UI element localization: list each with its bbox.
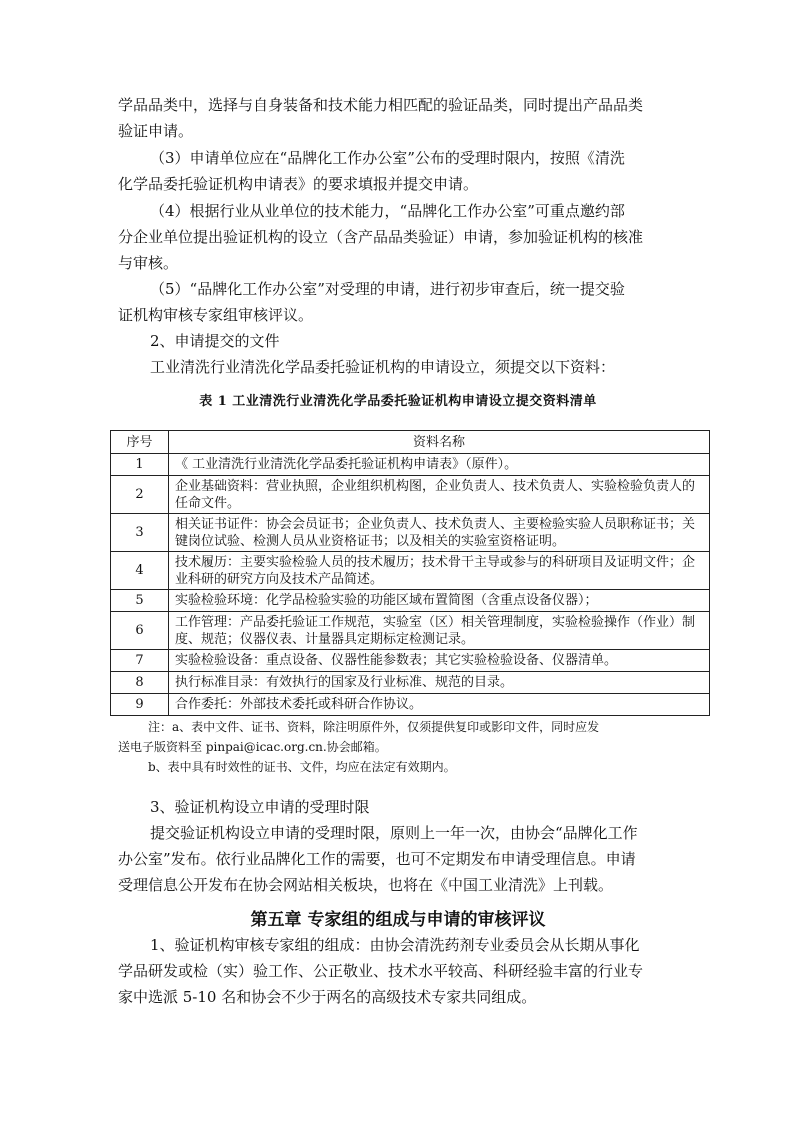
row-number: 6 (111, 612, 169, 650)
table-row (111, 590, 710, 612)
row-number: 7 (111, 650, 169, 672)
table-row (111, 694, 710, 716)
paragraph-line: 与审核。 (118, 254, 179, 272)
row-number: 2 (111, 476, 169, 514)
row-number: 5 (111, 590, 169, 612)
table-caption: 表 1 工业清洗行业清洗化学品委托验证机构申请设立提交资料清单 (199, 394, 597, 409)
paragraph-line: 家中选派 5-10 名和协会不少于两名的高级技术专家共同组成。 (118, 988, 537, 1006)
row-text: 技术履历：主要实验检验人员的技术履历；技术骨干主导或参与的科研项目及证明文件；企业科研的研究方向及技术产品简述。 (169, 552, 710, 590)
paragraph-line: （4）根据行业从业单位的技术能力，“品牌化工作办公室”可重点邀约部 (150, 202, 625, 220)
table-row (111, 650, 710, 672)
table-row (111, 476, 710, 514)
paragraph-line: 受理信息公开发布在协会网站相关板块，也将在《中国工业清洗》上刊载。 (118, 876, 614, 894)
row-text: 执行标准目录：有效执行的国家及行业标准、规范的目录。 (169, 672, 710, 694)
table-row (111, 612, 710, 650)
paragraph-line: 提交验证机构设立申请的受理时限，原则上一年一次，由协会“品牌化工作 (150, 824, 638, 842)
row-number: 8 (111, 672, 169, 694)
paragraph-line: 工业清洗行业清洗化学品委托验证机构的申请设立，须提交以下资料： (150, 358, 616, 376)
row-number: 9 (111, 694, 169, 716)
table-row (111, 514, 710, 552)
row-text: 实验检验设备：重点设备、仪器性能参数表；其它实验检验设备、仪器清单。 (169, 650, 710, 672)
row-text: 《 工业清洗行业清洗化学品委托验证机构申请表》（原件）。 (169, 454, 710, 476)
paragraph-line: 学品研发或检（实）验工作、公正敬业、技术水平较高、科研经验丰富的行业专 (118, 962, 644, 980)
table-note: 送电子版资料至 pinpai@icac.org.cn.协会邮箱。 (118, 740, 387, 754)
table-row (111, 672, 710, 694)
table-row (111, 552, 710, 590)
subheading: 3、验证机构设立申请的受理时限 (150, 798, 370, 816)
table-header-no: 序号 (111, 431, 169, 454)
row-text: 企业基础资料：营业执照，企业组织机构图，企业负责人、技术负责人、实验检验负责人的任命文件。 (169, 476, 710, 514)
table-header-row (111, 431, 710, 454)
paragraph-line: 办公室”发布。依行业品牌化工作的需要，也可不定期发布申请受理信息。申请 (118, 850, 636, 868)
paragraph-line: 学品品类中，选择与自身装备和技术能力相匹配的验证品类，同时提出产品品类 (118, 96, 644, 114)
row-number: 4 (111, 552, 169, 590)
paragraph-line: 证机构审核专家组审核评议。 (118, 306, 314, 324)
table-note: 注：a、表中文件、证书、资料，除注明原件外，仅须提供复印或影印文件，同时应发 (148, 720, 600, 734)
paragraph-line: 化学品委托验证机构申请表》的要求填报并提交申请。 (118, 175, 479, 193)
subheading: 2、申请提交的文件 (150, 332, 280, 350)
paragraph-line: 1、验证机构审核专家组的组成：由协会清洗药剂专业委员会从长期从事化 (150, 936, 640, 954)
paragraph-line: （5）“品牌化工作办公室”对受理的申请，进行初步审查后，统一提交验 (150, 280, 625, 298)
table-note: b、表中具有时效性的证书、文件，均应在法定有效期内。 (148, 760, 456, 774)
documents-table (110, 430, 710, 716)
row-text: 工作管理：产品委托验证工作规范，实验室（区）相关管理制度，实验检验操作（作业）制度、规范；仪器仪表、计量器具定期标定检测记录。 (169, 612, 710, 650)
row-text: 合作委托：外部技术委托或科研合作协议。 (169, 694, 710, 716)
row-number: 3 (111, 514, 169, 552)
row-text: 实验检验环境：化学品检验实验的功能区域布置简图（含重点设备仪器）； (169, 590, 710, 612)
chapter-title: 第五章 专家组的组成与申请的审核评议 (250, 910, 546, 930)
paragraph-line: 验证申请。 (118, 122, 194, 140)
table-row (111, 454, 710, 476)
row-number: 1 (111, 454, 169, 476)
table-header-name: 资料名称 (169, 431, 710, 454)
row-text: 相关证书证件：协会会员证书；企业负责人、技术负责人、主要检验实验人员职称证书；关键岗位试验、检测人员从业资格证书；以及相关的实验室资格证明。 (169, 514, 710, 552)
paragraph-line: （3）申请单位应在“品牌化工作办公室”公布的受理时限内，按照《清洗 (150, 149, 625, 167)
paragraph-line: 分企业单位提出验证机构的设立（含产品品类验证）申请，参加验证机构的核准 (118, 228, 644, 246)
